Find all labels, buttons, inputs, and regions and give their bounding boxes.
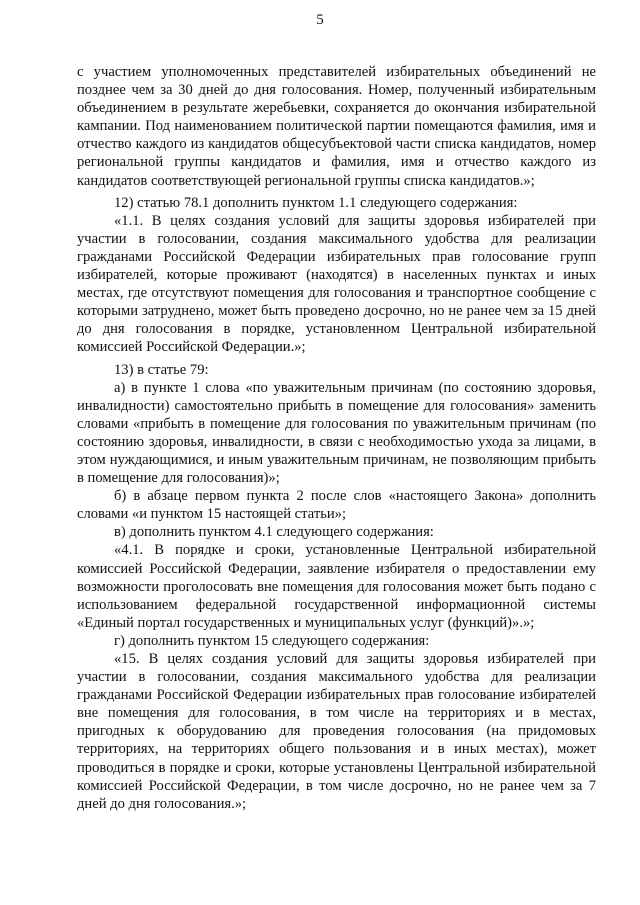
paragraph-item-13: 13) в статье 79: [114,361,209,378]
paragraph-clause-15: «15. В целях создания условий для защиты здоровья избирателей при участии в голосовании, создания максимального удобства для реализации гражданами Российской Федерации избирательных прав голосование избирателей вне помещения для голосования, в том числе на территориях и в местах, пригодных к оборудованию для проведения голосования (на придомовых территориях, на территориях общего пользования и в иных местах), может проводиться в порядке и сроки, которые установлены Центральной избирательной комиссией Российской Федерации, в том числе досрочно, но не ранее чем за 7 дней до дня голосования.»; [77,651,596,812]
paragraph-clause-4-1: «4.1. В порядке и сроки, установленные Центральной избирательной комиссией Российской Федерации, заявление избирателя о предоставлении ему возможности проголосовать вне помещения для голосования может быть подано с использованием федеральной государственной информационной системы «Единый портал государственных и муниципальных услуг (функций)».»; [77,542,596,631]
page-number: 5 [316,12,324,28]
paragraph-subitem-v: в) дополнить пунктом 4.1 следующего содержания: [114,524,434,541]
paragraph-subitem-g: г) дополнить пунктом 15 следующего содержания: [114,632,430,649]
paragraph-subitem-a: а) в пункте 1 слова «по уважительным причинам (по состоянию здоровья, инвалидности) самостоятельно прибыть в помещение для голосования» заменить словами «прибыть в помещение для голосования по уважительным причинам (по состоянию здоровья, инвалидности, в связи с необходимостью ухода за лицами, в этом нуждающимися, и иным уважительным причинам, не позволяющим прибыть в помещение для голосования)»; [77,379,596,487]
paragraph-clause-1-1: «1.1. В целях создания условий для защиты здоровья избирателей при участии в голосовании, создания максимального удобства для реализации гражданами Российской Федерации избирательных прав голосование групп избирателей, которые проживают (находятся) в населенных пунктах и иных местах, где отсутствуют помещения для голосования и транспортное сообщение с которыми затруднено, может быть проведено досрочно, но не ранее чем за 15 дней до дня голосования в порядке, установленном Центральной избирательной комиссией Российской Федерации.»; [77,212,596,356]
paragraph-continuation: с участием уполномоченных представителей избирательных объединений не позднее чем за 30 дней до дня голосования. Номер, полученный избирательным объединением в результате жеребьевки, сохраняется до окончания избирательной кампании. Под наименованием политической партии помещаются фамилия, имя и отчество каждого из кандидатов общесубъектовой части списка кандидатов, номер региональной группы кандидатов и фамилия, имя и отчество каждого из кандидатов соответствующей региональной группы списка кандидатов.»; [77,64,596,189]
paragraph-subitem-b: б) в абзаце первом пункта 2 после слов «настоящего Закона» дополнить словами «и пунктом 15 настоящей статьи»; [77,488,596,523]
paragraph-item-12: 12) статью 78.1 дополнить пунктом 1.1 следующего содержания: [114,194,518,211]
document-body [77,63,596,813]
